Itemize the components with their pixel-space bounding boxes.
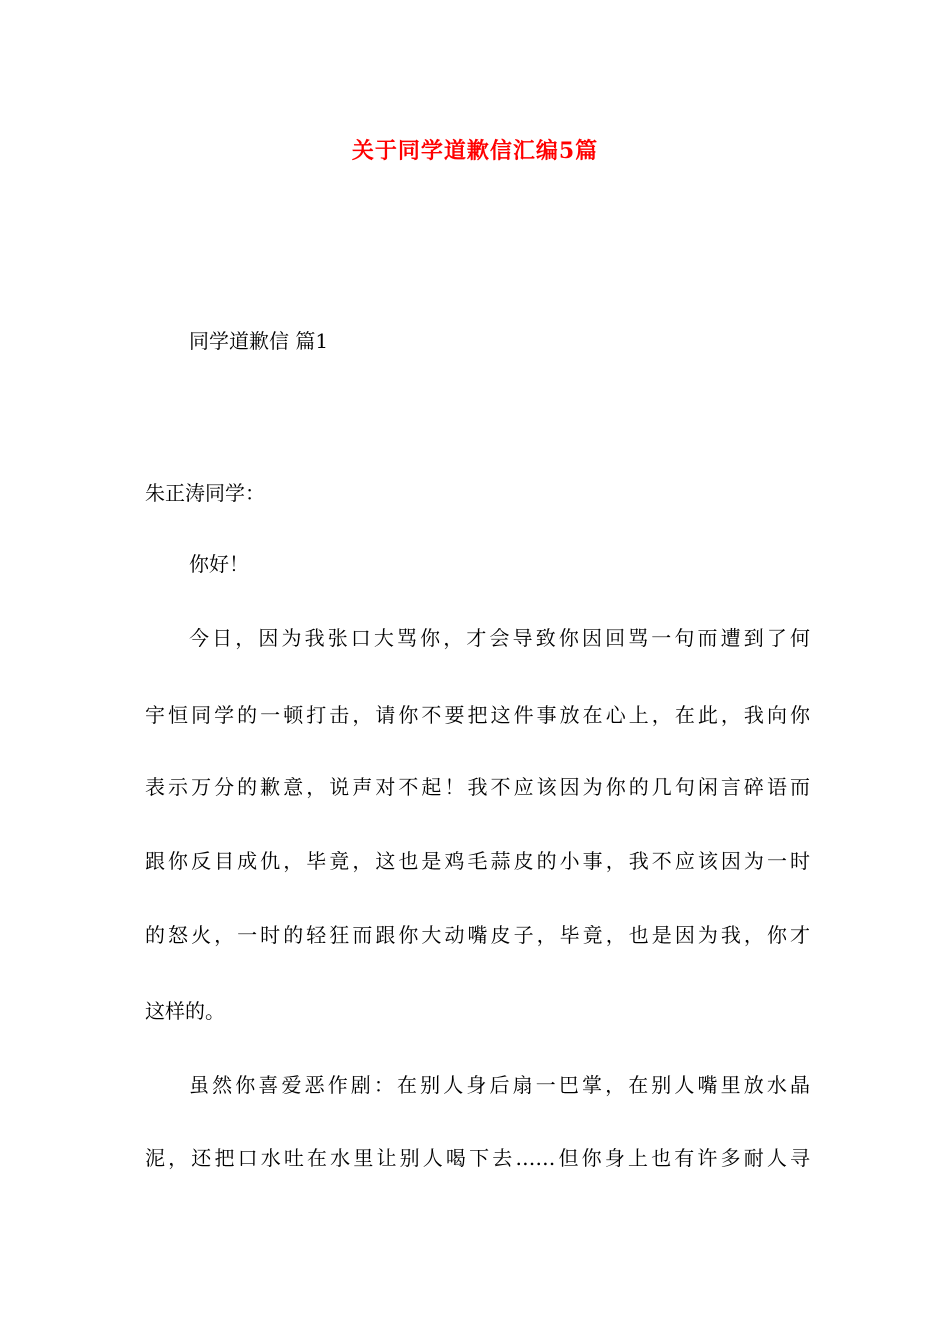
paragraph-line: 的怒火，一时的轻狂而跟你大动嘴皮子，毕竟，也是因为我，你才 (145, 923, 810, 947)
salutation: 朱正涛同学： (145, 481, 265, 505)
paragraph-line: 这样的。 (145, 999, 225, 1023)
document-title: 关于同学道歉信汇编5篇 (351, 138, 599, 164)
paragraph-line: 虽然你喜爱恶作剧：在别人身后扇一巴掌，在别人嘴里放水晶 (189, 1073, 810, 1097)
paragraph-line: 泥，还把口水吐在水里让别人喝下去……但你身上也有许多耐人寻 (145, 1146, 810, 1170)
paragraph-line: 今日，因为我张口大骂你，才会导致你因回骂一句而遭到了何 (189, 626, 810, 650)
section-heading: 同学道歉信 篇1 (189, 329, 329, 353)
paragraph-line: 宇恒同学的一顿打击，请你不要把这件事放在心上，在此，我向你 (145, 703, 810, 727)
paragraph-line: 表示万分的歉意，说声对不起！我不应该因为你的几句闲言碎语而 (145, 775, 810, 799)
greeting: 你好！ (189, 552, 249, 576)
paragraph-line: 跟你反目成仇，毕竟，这也是鸡毛蒜皮的小事，我不应该因为一时 (145, 849, 810, 873)
